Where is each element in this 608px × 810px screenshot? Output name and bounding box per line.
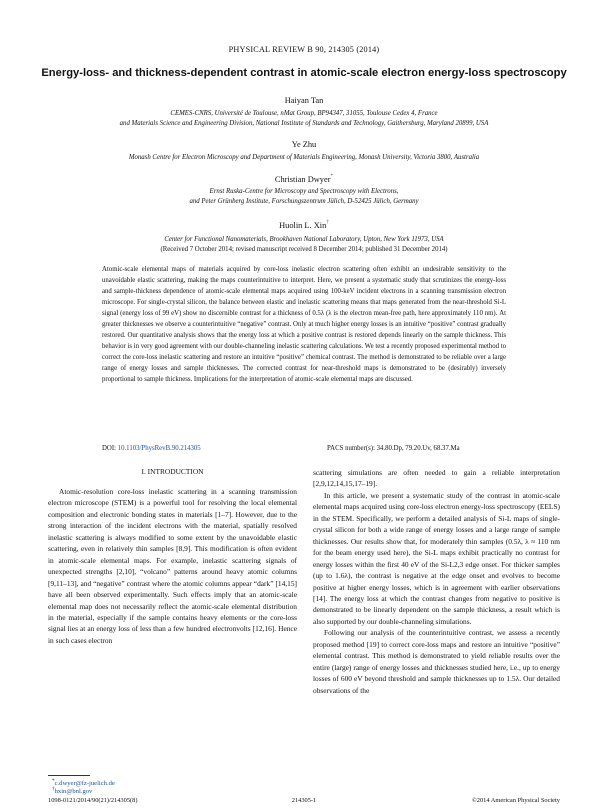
author-name: Ye Zhu (291, 140, 317, 149)
paragraph: scattering simulations are often needed to gain a reliable interpretation [2,9,12,14,15,17–19]. (313, 468, 560, 489)
body-column-left (48, 486, 297, 646)
section-heading: I. INTRODUCTION (141, 467, 204, 476)
affiliation: Ernst Ruska-Centre for Microscopy and Spectroscopy with Electrons, and Peter Grünberg Institute, Forschungszentrum Jülich, D-52425 Jülich, Germany (189, 188, 419, 206)
doi-line: DOI: 10.1103/PhysRevB.90.214305 (102, 445, 201, 452)
doi-link[interactable]: 10.1103/PhysRevB.90.214305 (117, 445, 201, 452)
paragraph: Atomic-resolution core-loss inelastic scattering in a scanning transmission electron microscope (STEM) is a powerful tool for resolving the local elemental composition and electronic bonding states in materials [1–7]. However, due to the strong interaction of the incident electrons with the material, spatially resolved inelastic scattering is always modified to some extent by the unavoidable elastic scattering, even in relatively thin samples [8,9]. This modification is often evident in atomic-scale elemental maps. For example, inelastic scattering signals of unexpected strengths [2,10], “volcano” patterns around heavy atomic columns [9,11–13], and “negative” contrast where the atomic columns appear “dark” [14,15] have all been observed experimentally. Such effects imply that an atomic-scale elemental map does not necessarily reflect the atomic-scale elemental distribution in the material, especially if the sample contains heavy elements or the core-loss signal lies at an energy loss of less than a few hundred electronvolts [12,16]. Hence in such cases electron (48, 487, 297, 645)
footnote: *c.dwyer@fz-juelich.de (52, 778, 115, 787)
footer-issn: 1098-0121/2014/90(21)/214305(8) (48, 797, 138, 804)
email-link[interactable]: hxin@bnl.gov (54, 788, 93, 795)
paper-title: Energy-loss- and thickness-dependent contrast in atomic-scale electron energy-loss spectroscopy (41, 67, 567, 79)
footnote: †hxin@bnl.gov (52, 786, 93, 795)
footnote-rule (48, 775, 90, 776)
footnote-mark[interactable]: † (326, 219, 329, 225)
abstract: Atomic-scale elemental maps of materials acquired by core-loss inelastic electron scattering often exhibit an undesirable sensitivity to the unavoidable elastic scattering, making the maps counterintuitive to interpret. Here, we present a systematic study that scrutinizes the energy-loss and sample-thickness dependence of atomic-scale elemental maps acquired using 100-keV incident electrons in a scanning transmission electron microscope. For single-crystal silicon, the balance between elastic and inelastic scattering means that maps generated from the near-threshold Si-L signal (energy loss of 99 eV) show no discernible contrast for a thickness of 0.5λ (λ is the electron mean-free path, here approximately 110 nm). At greater thicknesses we observe a counterintuitive “negative” contrast. Only at much higher energy losses is an intuitive “positive” contrast gradually restored. Our quantitative analysis shows that the energy loss at which a positive contrast is restored depends linearly on the sample thickness. This behavior is in very good agreement with our double-channeling inelastic scattering calculations. We test a recently proposed experimental method to correct the core-loss inelastic scattering and restore an intuitive “positive” chemical contrast. The method is demonstrated to be reliable over a large range of energy losses and sample thicknesses. The corrected contrast for near-threshold maps is demonstrated to be (desirably) inversely proportional to sample thickness. Implications for the interpretation of atomic-scale elemental maps are discussed. (102, 266, 506, 384)
pacs-numbers: PACS number(s): 34.80.Dp, 79.20.Uv, 68.37.Ma (327, 445, 460, 452)
author-name: Christian Dwyer* (274, 173, 334, 184)
footer-page-number: 214305-1 (291, 797, 317, 804)
body-column-right (313, 467, 560, 696)
email-link[interactable]: c.dwyer@fz-juelich.de (54, 780, 115, 787)
paragraph: Following our analysis of the counterintuitive contrast, we assess a recently proposed method [19] to correct core-loss maps and restore an intuitive “positive” elemental contrast. This method is demonstrated to yield reliable results over the entire (large) range of energy losses and thicknesses studied here, i.e., up to energy losses of 600 eV beyond threshold and sample thicknesses up to 1.5λ. Our detailed observations of the (313, 628, 560, 695)
footnote-mark[interactable]: * (330, 173, 334, 179)
received-dates: (Received 7 October 2014; revised manuscript received 8 December 2014; published 31 December 2014) (160, 246, 448, 253)
affiliation: Monash Centre for Electron Microscopy and Department of Materials Engineering, Monash University, Victoria 3800, Australia (128, 154, 480, 161)
paragraph: In this article, we present a systematic study of the contrast in atomic-scale elemental maps acquired using core-loss electron energy-loss spectroscopy (EELS) in the STEM. Specifically, we perform a detailed analysis of Si-L maps of single-crystal silicon for both a wide range of energy losses and a large range of sample thicknesses. Our results show that, for moderately thin samples (0.5λ, λ ≈ 110 nm for the beam energy used here), the Si-L maps exhibit practically no contrast for energy losses within the first 40 eV of the Si-L2,3 edge onset. For thicker samples (up to 1.6λ), the contrast is negative at the edge onset and evolves to become positive at higher energy losses, which is in agreement with earlier observations [14]. The energy loss at which the contrast changes from negative to positive is demonstrated to be linearly dependent on the sample thickness, a result which is also supported by our double-channeling simulations. (313, 490, 560, 626)
journal-header: PHYSICAL REVIEW B 90, 214305 (2014) (228, 45, 380, 54)
author-name: Huolin L. Xin† (279, 219, 329, 230)
footer-copyright: ©2014 American Physical Society (471, 797, 560, 804)
affiliation: CEMES-CNRS, Université de Toulouse, nMat Group, BP94347, 31055, Toulouse Cedex 4, France and Materials Science and Engineering Division, National Institute of Standards and Technology, Gaithersburg, Maryland 20899, USA (119, 110, 489, 128)
author-name: Haiyan Tan (284, 96, 324, 105)
affiliation: Center for Functional Nanomaterials, Brookhaven National Laboratory, Upton, New York 11973, USA (164, 236, 444, 243)
